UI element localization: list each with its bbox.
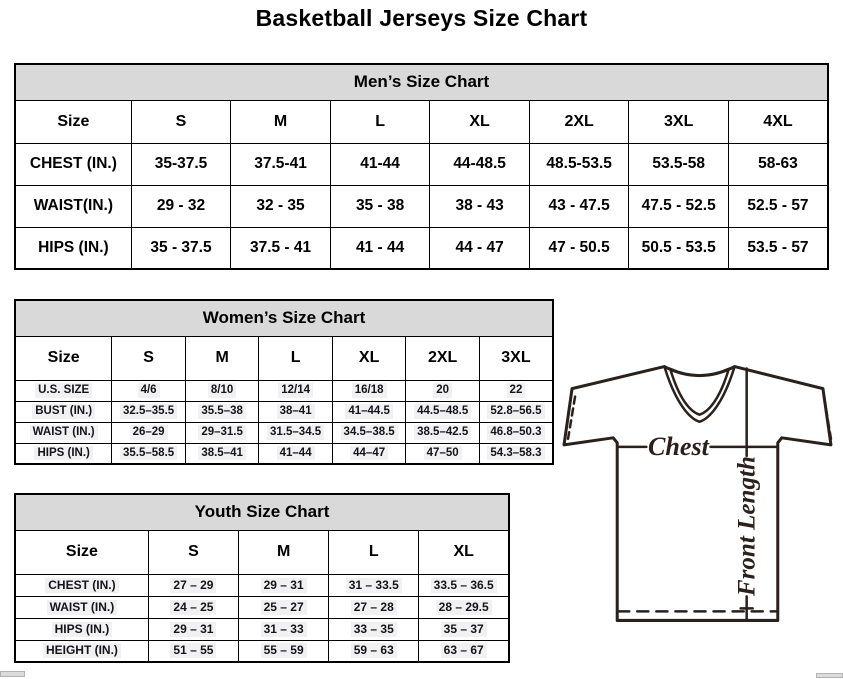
column-header: 2XL [529,100,629,143]
size-value-text: 46.8–50.3 [487,425,544,439]
size-value-text: 20 [433,383,452,397]
size-value-cell [259,443,333,464]
size-value-text: 28 – 29.5 [436,600,492,615]
size-value-text: 4/6 [138,383,160,397]
size-value-text: 47.5 - 52.5 [641,197,716,214]
row-label-text: BUST (IN.) [32,404,95,418]
row-label [15,596,148,618]
size-value-cell [629,227,729,269]
size-value-cell [479,380,553,401]
size-value-cell [332,422,406,443]
size-value-text: 59 – 63 [351,643,397,658]
size-value-cell [332,401,406,422]
size-value-text: 37.5-41 [254,155,307,172]
row-label [15,380,112,401]
size-value-cell [430,227,530,269]
size-value-cell [479,401,553,422]
size-value-text: 31 – 33 [261,622,307,637]
table-row [15,618,509,640]
size-value-cell [239,574,329,596]
size-value-text: 12/14 [278,383,313,397]
size-value-cell [259,422,333,443]
horizontal-scrollbar-left-stub[interactable] [0,671,25,677]
table-row [15,640,509,662]
size-value-text: 35 - 38 [355,197,405,214]
youth-size-chart-section [14,493,510,663]
size-value-cell [479,443,553,464]
size-value-cell [148,574,238,596]
size-value-cell [330,227,430,269]
size-value-text: 43 - 47.5 [548,197,610,214]
size-value-cell [430,143,530,185]
size-value-cell [728,143,828,185]
size-value-text: 35 – 37 [441,622,487,637]
size-value-text: 29–31.5 [198,425,246,439]
row-label [15,640,148,662]
size-value-cell [419,618,509,640]
size-value-text: 55 – 59 [261,643,307,658]
size-value-cell [112,443,186,464]
row-label-text: WAIST (IN.) [47,600,118,615]
size-value-cell [239,618,329,640]
size-value-cell [185,380,259,401]
column-header: Size [15,530,148,574]
size-value-text: 44.5–48.5 [414,404,471,418]
row-label [15,422,112,443]
size-value-text: 53.5-58 [652,155,705,172]
column-header: L [330,100,430,143]
size-value-cell [239,596,329,618]
size-value-cell [332,443,406,464]
size-value-cell [430,185,530,227]
size-value-text: 35.5–38 [198,404,246,418]
size-value-cell [259,380,333,401]
size-value-cell [239,640,329,662]
size-value-cell [406,380,480,401]
column-header: 4XL [728,100,828,143]
table-row [15,380,553,401]
size-value-text: 32.5–35.5 [120,404,177,418]
size-value-text: 58-63 [758,155,798,172]
row-label [15,227,131,269]
size-value-cell [329,574,419,596]
size-value-cell [406,443,480,464]
size-value-text: 34.5–38.5 [341,425,398,439]
size-value-cell [479,422,553,443]
size-value-text: 38.5–41 [198,446,246,460]
mens-chart-title: Men’s Size Chart [15,64,828,100]
table-row [15,443,553,464]
size-value-text: 54.3–58.3 [487,446,544,460]
size-value-text: 41–44 [277,446,315,460]
size-value-text: 41-44 [360,155,400,172]
size-value-text: 48.5-53.5 [546,155,612,172]
size-value-cell [231,227,331,269]
size-value-cell [148,618,238,640]
size-value-text: 24 – 25 [170,600,216,615]
row-label [15,185,131,227]
size-value-text: 29 - 32 [156,197,206,214]
size-value-cell [131,227,231,269]
size-value-cell [330,185,430,227]
size-value-cell [419,596,509,618]
jersey-measurement-diagram [556,358,843,630]
size-value-cell [330,143,430,185]
column-header: L [329,530,419,574]
size-value-text: 63 – 67 [441,643,487,658]
size-value-cell [231,143,331,185]
size-value-cell [406,401,480,422]
size-value-text: 33.5 – 36.5 [431,578,497,593]
size-value-cell [185,443,259,464]
size-value-text: 41–44.5 [345,404,393,418]
size-value-cell [112,422,186,443]
size-value-cell [332,380,406,401]
size-value-cell [529,227,629,269]
size-value-cell [529,185,629,227]
column-header: M [239,530,329,574]
row-label-text: HIPS (IN.) [38,238,109,256]
size-value-cell [185,422,259,443]
size-value-text: 26–29 [130,425,168,439]
size-value-cell [629,143,729,185]
size-value-text: 38–41 [277,404,315,418]
size-value-cell [259,401,333,422]
womens-size-table [14,299,554,465]
size-value-cell [329,640,419,662]
size-value-text: 41 - 44 [355,238,405,256]
size-value-text: 50.5 - 53.5 [641,238,716,256]
column-header: S [148,530,238,574]
size-value-text: 35 - 37.5 [150,238,212,256]
size-value-text: 35-37.5 [154,155,208,172]
table-row [15,401,553,422]
size-value-text: 52.8–56.5 [487,404,544,418]
column-header: XL [430,100,530,143]
size-value-cell [728,185,828,227]
size-value-text: 44-48.5 [453,155,506,172]
mens-size-chart-section [14,63,829,270]
size-value-text: 22 [507,383,526,397]
size-value-cell [419,574,509,596]
table-row [15,422,553,443]
chest-label: Chest [647,431,709,461]
row-label [15,401,112,422]
size-value-cell [112,401,186,422]
column-header: XL [332,336,406,380]
size-value-text: 53.5 - 57 [747,238,809,256]
size-value-text: 27 – 29 [170,578,216,593]
size-value-text: 44–47 [350,446,388,460]
size-value-cell [419,640,509,662]
horizontal-scrollbar-right-stub[interactable] [816,673,843,678]
table-row [15,143,828,185]
size-value-text: 32 - 35 [256,197,305,214]
front-length-label: Front Length [733,456,761,597]
row-label-text: WAIST(IN.) [33,197,113,214]
size-value-cell [529,143,629,185]
row-label [15,618,148,640]
size-value-text: 27 – 28 [351,600,397,615]
column-header: Size [15,336,112,380]
size-value-text: 16/18 [352,383,387,397]
size-value-cell [231,185,331,227]
size-value-cell [131,143,231,185]
row-label-text: CHEST (IN.) [45,578,118,593]
size-value-cell [329,618,419,640]
row-label-text: CHEST (IN.) [29,155,117,172]
size-value-text: 31 – 33.5 [346,578,402,593]
womens-chart-title: Women’s Size Chart [15,300,553,336]
size-value-cell [148,640,238,662]
size-value-text: 38.5–42.5 [414,425,471,439]
size-value-text: 29 – 31 [170,622,216,637]
size-value-cell [131,185,231,227]
size-value-text: 37.5 - 41 [249,238,312,256]
size-value-cell [728,227,828,269]
column-header: L [259,336,333,380]
size-value-text: 29 – 31 [261,578,307,593]
table-row [15,596,509,618]
size-value-text: 38 - 43 [455,197,504,214]
size-value-cell [112,380,186,401]
row-label [15,443,112,464]
size-value-text: 47 - 50.5 [548,238,610,256]
womens-size-chart-section [14,299,554,465]
size-value-text: 25 – 27 [261,600,307,615]
row-label [15,143,131,185]
column-header: M [231,100,331,143]
size-value-text: 47–50 [424,446,462,460]
size-value-text: 44 - 47 [455,238,504,256]
youth-chart-title: Youth Size Chart [15,494,509,530]
size-value-text: 51 – 55 [170,643,216,658]
size-value-cell [148,596,238,618]
column-header: S [112,336,186,380]
column-header: Size [15,100,131,143]
youth-size-table [14,493,510,663]
size-value-text: 8/10 [208,383,236,397]
column-header: M [185,336,259,380]
column-header: 2XL [406,336,480,380]
column-header: 3XL [629,100,729,143]
table-row [15,185,828,227]
size-value-text: 33 – 35 [351,622,397,637]
column-header: 3XL [479,336,553,380]
size-value-cell [406,422,480,443]
row-label-text: U.S. SIZE [35,383,92,397]
column-header: XL [419,530,509,574]
size-value-cell [329,596,419,618]
page-title: Basketball Jerseys Size Chart [255,5,588,31]
size-value-text: 31.5–34.5 [267,425,324,439]
row-label [15,574,148,596]
size-value-cell [629,185,729,227]
size-value-text: 35.5–58.5 [120,446,177,460]
row-label-text: HEIGHT (IN.) [43,643,121,658]
size-value-text: 52.5 - 57 [747,197,809,214]
mens-size-table [14,63,829,270]
row-label-text: WAIST (IN.) [30,425,98,439]
size-value-cell [185,401,259,422]
column-header: S [131,100,231,143]
row-label-text: HIPS (IN.) [34,446,92,460]
table-row [15,574,509,596]
jersey-outline-icon [564,367,831,621]
row-label-text: HIPS (IN.) [52,622,113,637]
table-row [15,227,828,269]
